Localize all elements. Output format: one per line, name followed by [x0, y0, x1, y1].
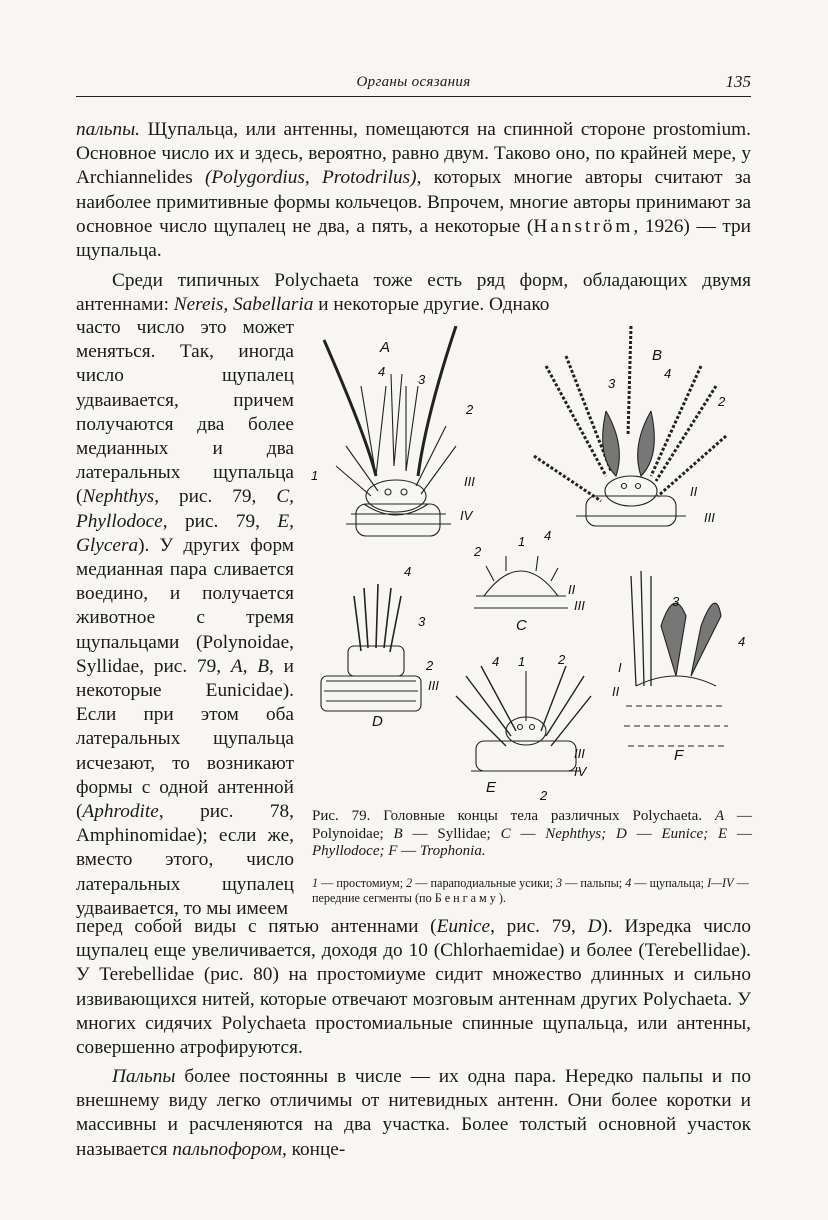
term-palpy: пальпы.	[76, 119, 140, 140]
label-d-2: 2	[426, 658, 434, 673]
label-e-2: 2	[558, 652, 566, 667]
label-d-III: III	[428, 678, 439, 693]
label-a-4: 4	[378, 364, 386, 379]
term-palpy: Пальпы	[112, 1066, 176, 1087]
figure-legend: 1 — простомиум; 2 — параподиальные усики; 3 — пальпы; 4 — щупальца; I—IV — передние сегменты (по Бенгаму).	[312, 876, 749, 905]
label-a-2: 2	[466, 402, 474, 417]
running-header	[76, 70, 751, 97]
label-a-IV: IV	[460, 508, 473, 523]
paragraph-2-column: часто число это может меняться. Так, иногда число щупалец удваивается, причем получаются два более медианных и два латеральных щупальца (Nephthys, рис. 79, C, Phyllodoce, рис. 79, E, Glycera). У других форм медианная пара сливается воедино, и получается животное с тремя щупальцами (Polynoidae, Syllidae, рис. 79, A, B, и некоторые Eunicidae). Если при этом оба латеральных щупальца исчезают, то возникают формы с одной антенной (Aphrodite, рис. 78, Amphinomidae); если же, вместо этого, число латеральных щупалец удваивается, то мы имеем	[76, 317, 294, 919]
panel-letter-d: D	[372, 713, 383, 730]
figure-79-illustration	[306, 326, 756, 804]
figure-caption: Рис. 79. Головные концы тела различных Polychaeta. A — Polynoidae; B — Syllidae; C — Nephthys; D — Eunice; E — Phyllodoce; F — Trophonia.	[312, 808, 753, 859]
label-c-1: 1	[518, 534, 526, 549]
panel-c-drawing	[474, 556, 568, 608]
label-d-3: 3	[418, 614, 426, 629]
label-a-III: III	[464, 474, 475, 489]
label-e-1: 1	[518, 654, 526, 669]
label-f-4: 4	[738, 634, 746, 649]
panel-a-drawing	[324, 326, 456, 536]
label-a-3: 3	[418, 372, 426, 387]
label-c-4: 4	[544, 528, 552, 543]
panel-letter-c: C	[516, 617, 527, 634]
label-b-4: 4	[664, 366, 672, 381]
label-b-2: 2	[718, 394, 726, 409]
label-e-4: 4	[492, 654, 500, 669]
label-f-II: II	[612, 684, 620, 699]
label-f-3: 3	[672, 594, 680, 609]
label-b-3: 3	[608, 376, 616, 391]
label-d-4: 4	[404, 564, 412, 579]
label-e-III: III	[574, 746, 585, 761]
term-palpophor: пальпофором	[172, 1138, 282, 1160]
label-a-1: 1	[311, 468, 319, 483]
label-b-III: III	[704, 510, 715, 525]
running-title: Органы осязания	[356, 74, 471, 90]
panel-e-drawing	[456, 666, 591, 771]
paragraph-3: Пальпы более постоянны в числе — их одна пара. Нередко пальпы и по внешнему виду легко отличимы от нитевидных антенн. Они более коротки и массивны и расчленяются на два участка. Более толстый основной участок называется пальпофором, конце-	[76, 1066, 751, 1160]
label-c-III: III	[574, 598, 585, 613]
panel-letter-e: E	[486, 779, 497, 796]
panel-d-drawing	[321, 584, 421, 711]
paragraph-1: пальпы. Щупальца, или антенны, помещаются на спинной стороне prostomium. Основное число их и здесь, вероятно, равно двум. Таково оно, по крайней мере, у Archiannelides (Polygordius, Protodrilus), которых многие авторы считают за наиболее примитивные формы кольчецов. Впрочем, многие авторы принимают за основное число щупалец не два, а пять, а некоторые (Hanström, 1926) — три щупальца.	[76, 119, 752, 262]
paragraph-2-start: Среди типичных Polychaeta тоже есть ряд форм, обладающих двумя антеннами: Nereis, Sabellaria и некоторые другие. Однако	[76, 270, 751, 316]
panel-letter-f: F	[674, 747, 684, 764]
paragraph-2-continuation: перед собой виды с пятью антеннами (Eunice, рис. 79, D). Изредка число щупалец еще увеличивается, доходя до 10 (Chlorhaemidae) и более (Terebellidae). У Terebellidae (рис. 80) на простомиуме сидит множество длинных и сильно извивающихся нитей, которые отвечают мозговым антеннам других Polychaeta. У многих сидячих Polychaeta простомиальные спинные щупальца, или антенны, совершенно атрофируются.	[76, 916, 751, 1059]
panel-letter-b: B	[652, 347, 663, 364]
label-f-I: I	[618, 660, 622, 675]
author-hanstrom: Hanström	[533, 215, 634, 237]
label-b-II: II	[690, 484, 698, 499]
label-e-2-bottom: 2	[540, 788, 548, 803]
panel-letter-a: A	[380, 339, 391, 356]
page-number: 135	[725, 72, 751, 91]
label-c-2: 2	[474, 544, 482, 559]
label-c-II: II	[568, 582, 576, 597]
label-e-IV: IV	[574, 764, 587, 779]
